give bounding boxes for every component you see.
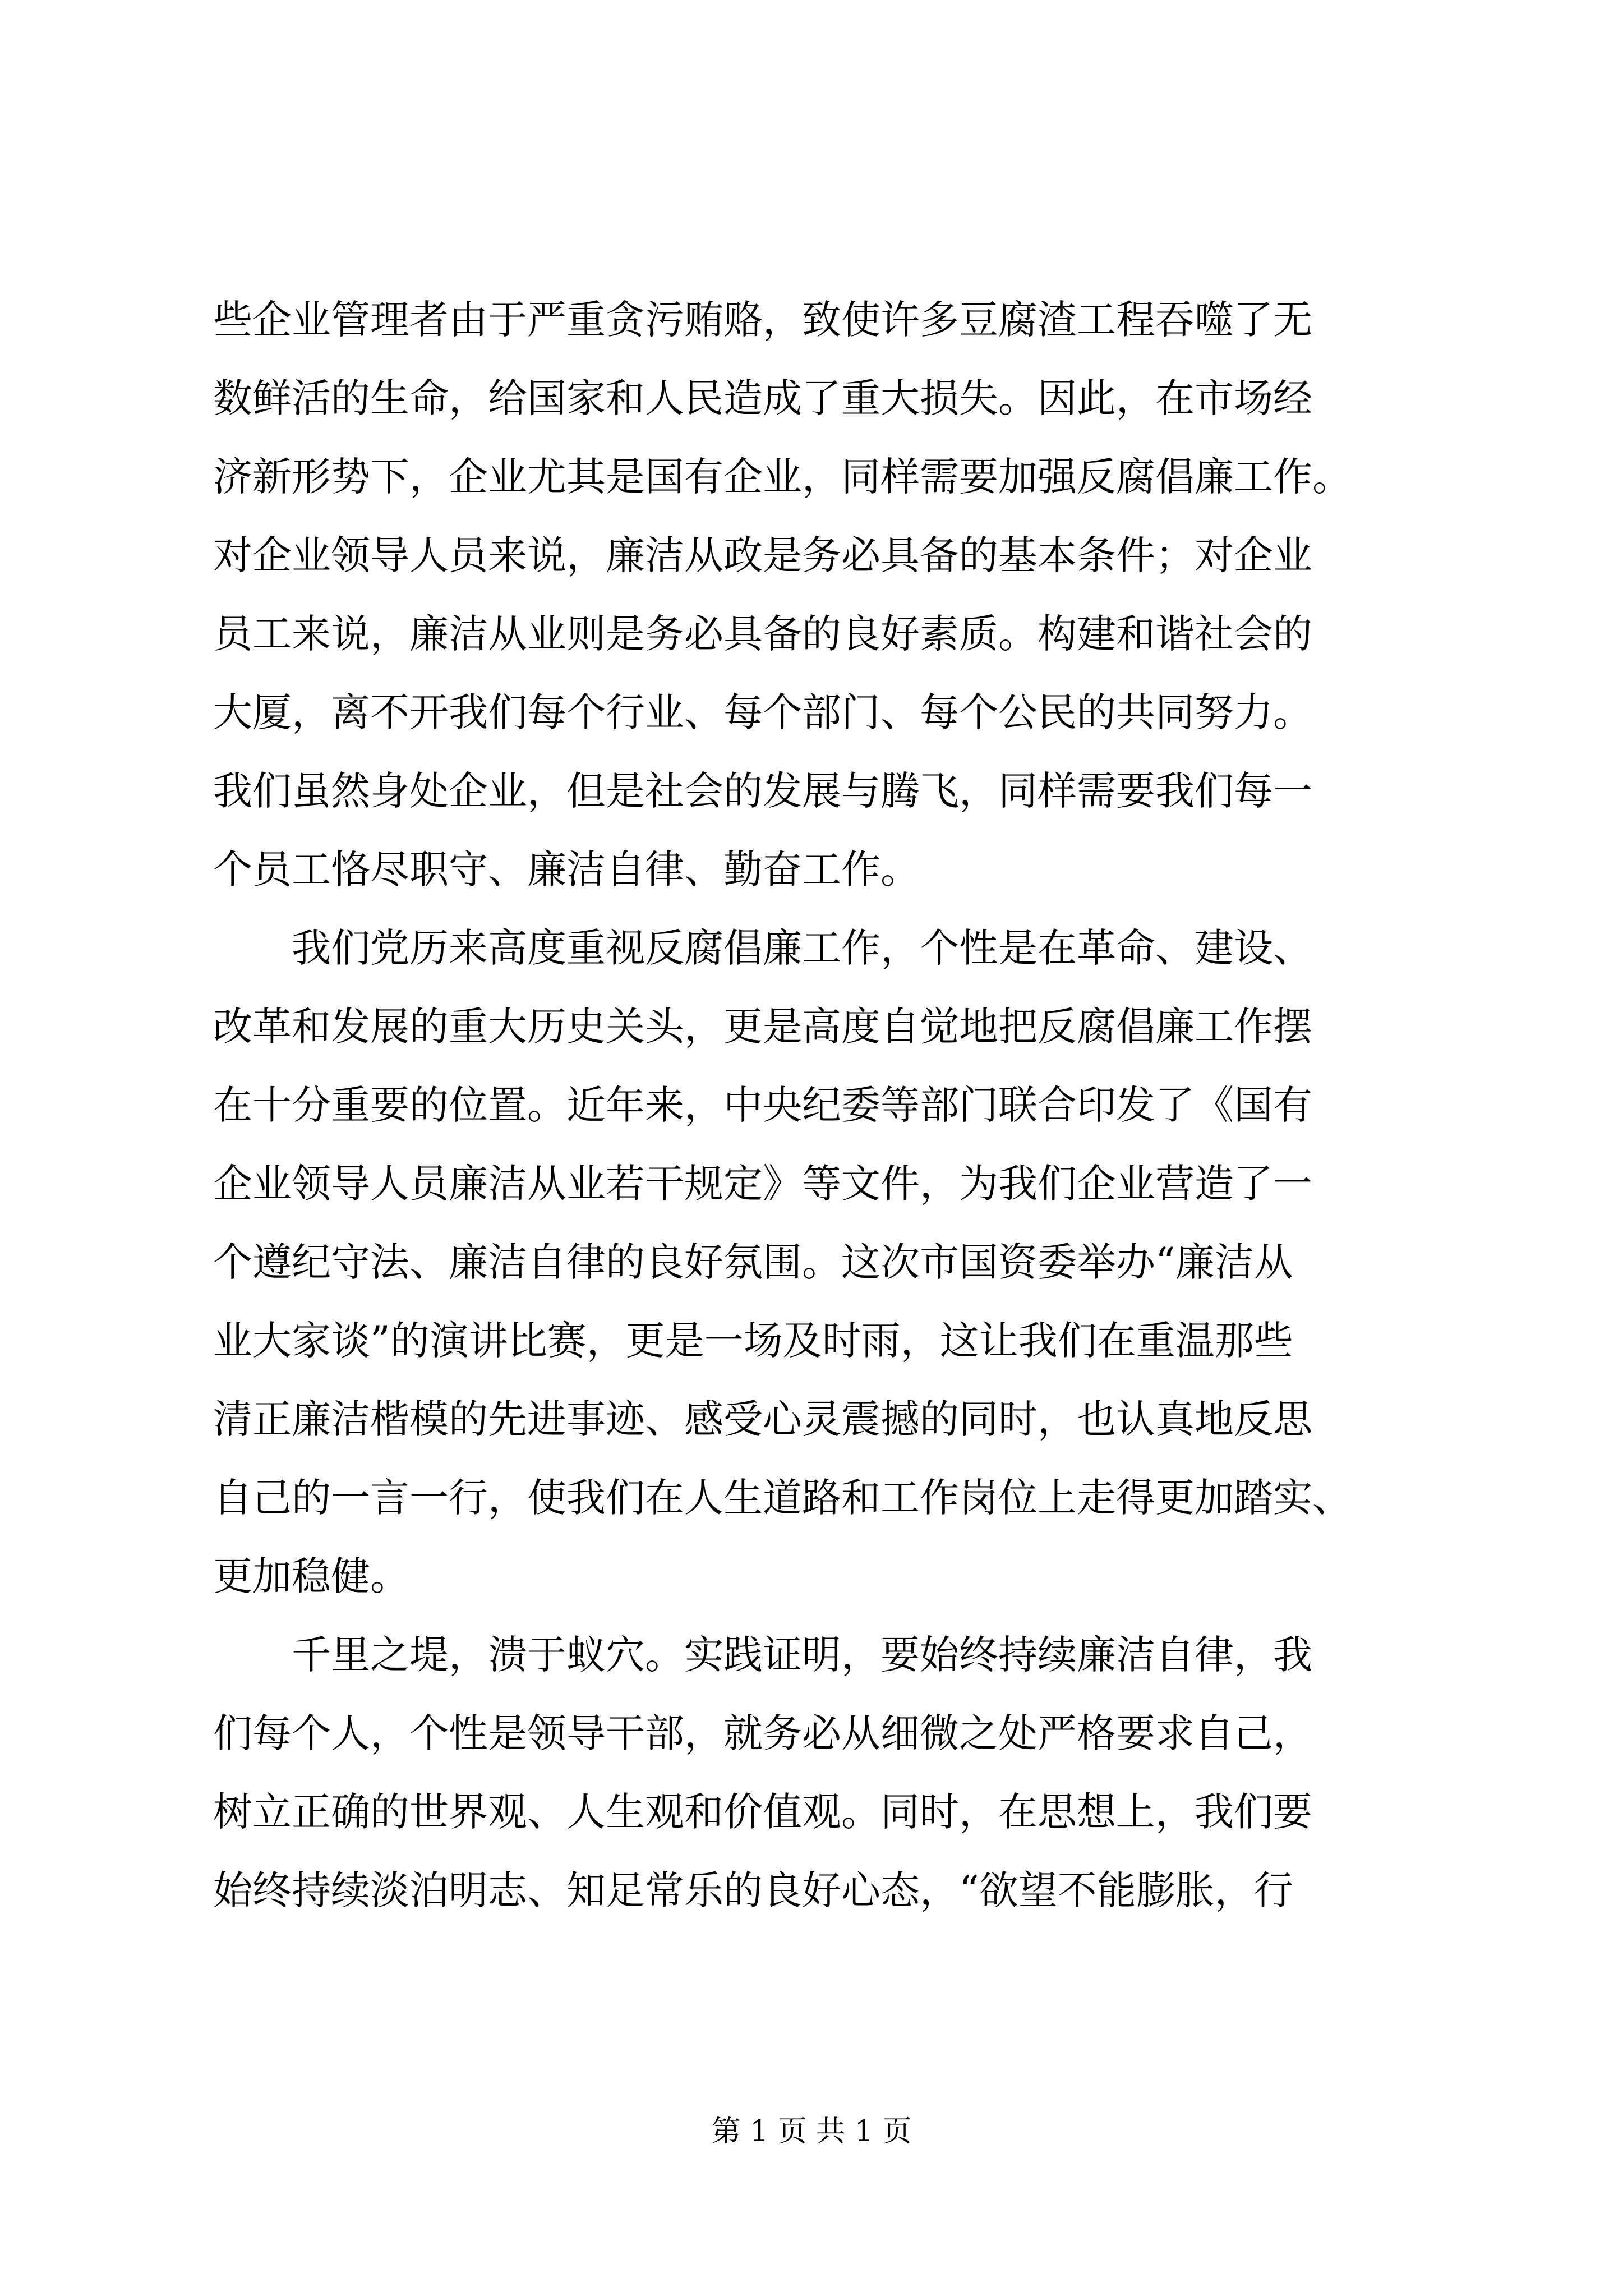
paragraph-first-line: 千里之堤，溃于蚁穴。实践证明，要始终持续廉洁自律，我 [292,1632,1312,1678]
text-line: 企业领导人员廉洁从业若干规定》等文件，为我们企业营造了一 [213,1161,1312,1207]
text-line: 改革和发展的重大历史关头，更是高度自觉地把反腐倡廉工作摆 [213,1004,1312,1050]
text-line: 清正廉洁楷模的先进事迹、感受心灵震撼的同时，也认真地反思 [213,1396,1312,1442]
text-line: 在十分重要的位置。近年来，中央纪委等部门联合印发了《国有 [213,1082,1312,1128]
page-footer: 第 1 页 共 1 页 [711,2115,912,2148]
text-line: 个员工恪尽职守、廉洁自律、勤奋工作。 [213,846,920,892]
text-line: 们每个人，个性是领导干部，就务必从细微之处严格要求自己， [213,1710,1312,1756]
paragraph-first-line: 我们党历来高度重视反腐倡廉工作，个性是在革命、建设、 [292,925,1312,971]
text-line: 大厦，离不开我们每个行业、每个部门、每个公民的共同努力。 [213,689,1312,735]
text-line: 我们虽然身处企业，但是社会的发展与腾飞，同样需要我们每一 [213,768,1312,814]
text-line: 自己的一言一行，使我们在人生道路和工作岗位上走得更加踏实、 [213,1475,1352,1521]
text-line: 个遵纪守法、廉洁自律的良好氛围。这次市国资委举办“廉洁从 [213,1239,1293,1285]
text-line: 济新形势下，企业尤其是国有企业，同样需要加强反腐倡廉工作。 [213,454,1352,500]
text-line: 始终持续淡泊明志、知足常乐的良好心态，“欲望不能膨胀，行 [213,1867,1293,1913]
text-line: 员工来说，廉洁从业则是务必具备的良好素质。构建和谐社会的 [213,611,1312,657]
text-line: 数鲜活的生命，给国家和人民造成了重大损失。因此，在市场经 [213,375,1312,421]
text-line: 对企业领导人员来说，廉洁从政是务必具备的基本条件；对企业 [213,532,1312,578]
text-line: 业大家谈”的演讲比赛，更是一场及时雨，这让我们在重温那些 [213,1318,1293,1364]
text-line: 树立正确的世界观、人生观和价值观。同时，在思想上，我们要 [213,1789,1312,1835]
text-line: 更加稳健。 [213,1553,409,1599]
text-line: 些企业管理者由于严重贪污贿赂，致使许多豆腐渣工程吞噬了无 [213,297,1312,343]
